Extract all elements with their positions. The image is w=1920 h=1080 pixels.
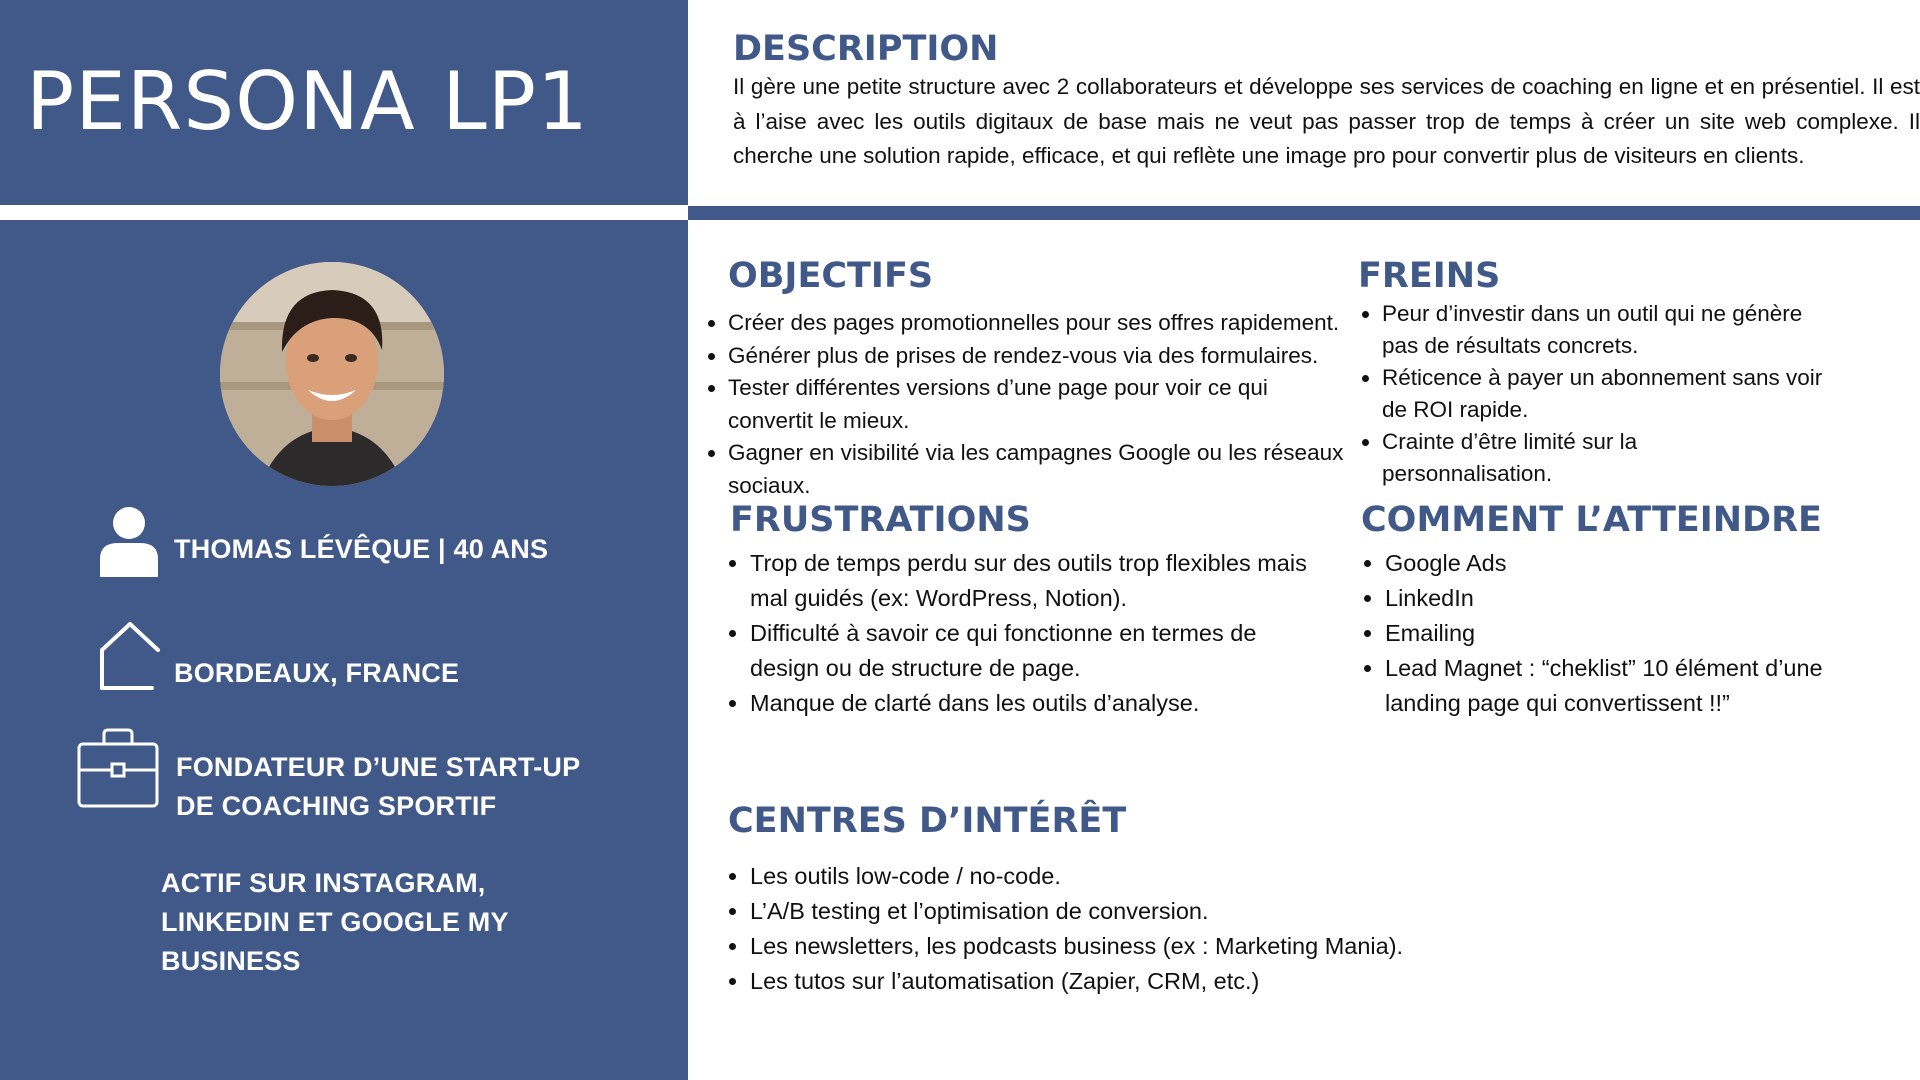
list-item: • Les outils low-code / no-code. bbox=[750, 859, 1650, 894]
frustrations-list bbox=[728, 546, 1320, 721]
list-item: • Gagner en visibilité via les campagnes Google ou les réseaux sociaux. bbox=[728, 437, 1373, 502]
list-item: • Peur d’investir dans un outil qui ne génère pas de résultats concrets. bbox=[1382, 298, 1832, 362]
list-item: • Google Ads bbox=[1385, 546, 1885, 581]
list-item: • Crainte d’être limité sur la personnalisation. bbox=[1382, 426, 1832, 490]
job-title bbox=[176, 748, 580, 826]
comment-title: COMMENT L’ATTEINDRE bbox=[1361, 500, 1822, 540]
list-item: • Générer plus de prises de rendez-vous via des formulaires. bbox=[728, 340, 1373, 373]
list-item: • Lead Magnet : “cheklist” 10 élément d’une landing page qui convertissent !!” bbox=[1385, 651, 1885, 721]
list-item: • Tester différentes versions d’une page pour voir ce qui convertit le mieux. bbox=[728, 372, 1373, 437]
centres-title: CENTRES D’INTÉRÊT bbox=[728, 801, 1127, 841]
list-item: • Emailing bbox=[1385, 616, 1885, 651]
objectifs-title: OBJECTIFS bbox=[728, 256, 934, 296]
name-age: THOMAS LÉVÊQUE | 40 ANS bbox=[174, 534, 549, 564]
list-item: • L’A/B testing et l’optimisation de conversion. bbox=[750, 894, 1650, 929]
avatar bbox=[220, 262, 444, 486]
social-line-1: ACTIF SUR INSTAGRAM, bbox=[161, 868, 486, 898]
location: BORDEAUX, FRANCE bbox=[174, 658, 460, 688]
freins-list bbox=[1360, 298, 1832, 490]
social-presence bbox=[161, 864, 509, 981]
avatar-illustration bbox=[220, 262, 444, 486]
objectifs-list bbox=[706, 307, 1373, 502]
job-line-1: FONDATEUR D’UNE START-UP bbox=[176, 752, 581, 782]
list-item: • Trop de temps perdu sur des outils trop flexibles mais mal guidés (ex: WordPress, Notion). bbox=[750, 546, 1320, 616]
freins-title: FREINS bbox=[1358, 256, 1501, 296]
person-icon bbox=[98, 505, 160, 577]
job-line-2: DE COACHING SPORTIF bbox=[176, 791, 497, 821]
briefcase-icon bbox=[76, 726, 160, 810]
list-item: • Créer des pages promotionnelles pour ses offres rapidement. bbox=[728, 307, 1373, 340]
list-item: • Difficulté à savoir ce qui fonctionne en termes de design ou de structure de page. bbox=[750, 616, 1320, 686]
divider-bar bbox=[688, 206, 1920, 220]
comment-list bbox=[1363, 546, 1885, 721]
home-icon bbox=[98, 620, 162, 690]
description-title: DESCRIPTION bbox=[733, 29, 999, 69]
page-title: PERSONA LP1 bbox=[26, 55, 589, 148]
list-item: • Réticence à payer un abonnement sans voir de ROI rapide. bbox=[1382, 362, 1832, 426]
centres-list bbox=[728, 859, 1650, 999]
description-text: Il gère une petite structure avec 2 collaborateurs et développe ses services de coaching en ligne et en présentiel. Il est à l’aise avec les outils digitaux de base mais ne veut pas passer trop de temps à créer un site web complexe. Il cherche une solution rapide, efficace, et qui reflète une image pro pour convertir plus de visiteurs en clients. bbox=[733, 74, 1920, 168]
list-item: • LinkedIn bbox=[1385, 581, 1885, 616]
list-item: • Manque de clarté dans les outils d’analyse. bbox=[750, 686, 1320, 721]
social-line-2: LINKEDIN ET GOOGLE MY bbox=[161, 907, 509, 937]
frustrations-title: FRUSTRATIONS bbox=[730, 500, 1031, 540]
list-item: • Les newsletters, les podcasts business (ex : Marketing Mania). bbox=[750, 929, 1650, 964]
social-line-3: BUSINESS bbox=[161, 946, 301, 976]
list-item: • Les tutos sur l’automatisation (Zapier, CRM, etc.) bbox=[750, 964, 1650, 999]
